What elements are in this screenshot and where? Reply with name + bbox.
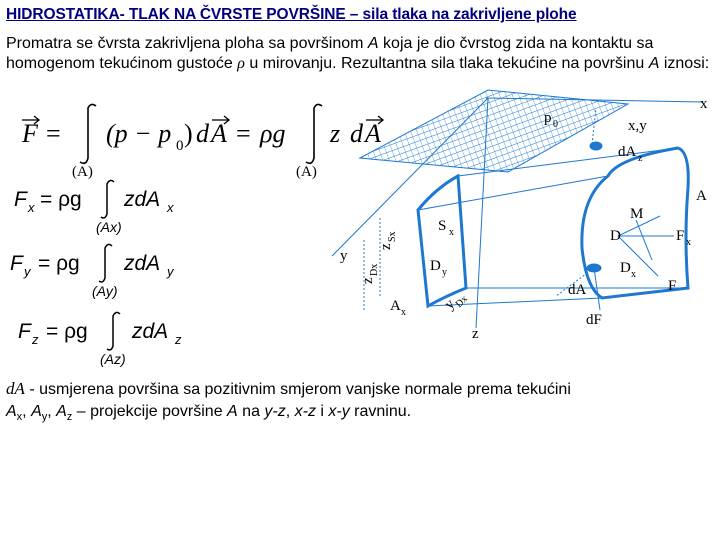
label-da: dA: [568, 282, 587, 298]
notes-ax-sub: x: [16, 410, 23, 423]
page-title: HIDROSTATIKA- TLAK NA ČVRSTE POVRŠINE – sila tlaka na zakrivljene plohe: [6, 6, 577, 23]
label-p0-sub: 0: [553, 119, 558, 130]
notes-az: A: [56, 402, 67, 420]
label-zdx: z: [360, 277, 376, 284]
main-a1: A: [211, 119, 227, 148]
label-sx: S: [438, 218, 447, 234]
fx-formula: [0, 176, 200, 238]
notes-text-2a: – projekcije površine: [72, 402, 228, 420]
intro-rho-symbol: ρ: [237, 54, 245, 72]
label-zsx-sub: Sx: [387, 231, 398, 242]
main-rhog: ρg: [260, 119, 286, 148]
notes-az-sub: z: [66, 410, 73, 423]
notes-text-1: - usmjerena površina sa pozitivnim smjerom vanjske normale prema tekućini: [29, 381, 571, 398]
main-lim1: (A): [72, 164, 93, 180]
label-sx-sub: x: [449, 227, 454, 238]
intro-paragraph: [6, 34, 718, 73]
notes-comma-2: ,: [47, 402, 57, 420]
notes-ax: A: [6, 402, 17, 420]
main-paren: (p − p: [106, 119, 172, 148]
label-dx-sub: x: [631, 269, 636, 280]
label-ax-sub: x: [401, 307, 406, 318]
label-ax: A: [390, 298, 401, 314]
label-ydx: y: [441, 296, 459, 313]
fx-isub: x: [167, 200, 174, 215]
notes-line-2: [6, 401, 706, 429]
notes-xz: x-z: [294, 402, 316, 420]
notes-line-1: [6, 378, 706, 401]
fx-eq: = ρg: [40, 188, 82, 211]
label-zsx: z: [378, 243, 394, 250]
fx-sub: x: [28, 200, 35, 215]
notes-a: A: [227, 402, 238, 420]
label-dy: D: [430, 258, 441, 274]
fx-lim: (Ax): [96, 219, 122, 235]
label-fx-sub: x: [686, 237, 691, 248]
main-a2: A: [365, 119, 381, 148]
label-y: y: [340, 248, 348, 264]
main-eq2: =: [236, 119, 251, 148]
notes-da-symbol: dA: [6, 379, 25, 398]
label-dAz-sub: z: [638, 153, 643, 164]
notes-xy: x-y: [328, 402, 350, 420]
notes-text-2c: ravninu.: [349, 402, 412, 420]
fy-f: F: [10, 252, 23, 275]
fy-integral: [99, 244, 112, 282]
label-dAz: dA: [618, 144, 637, 160]
fz-integral: [107, 312, 120, 350]
main-z: z: [330, 119, 341, 148]
label-ydx-sub: Dx: [453, 293, 470, 310]
intro-text-2: koja je dio čvrstog zida na kontaktu sa homogenom tekućinom gustoće: [6, 35, 654, 72]
label-a: A: [696, 188, 707, 204]
notes-yz: y-z: [264, 402, 286, 420]
fz-isub: z: [175, 332, 182, 347]
main-d2: d: [350, 119, 363, 148]
notes: [6, 378, 706, 428]
intro-text-3: u mirovanju. Rezultantna sila tlaka tekućine na površinu: [244, 54, 649, 72]
projection-ax: [418, 176, 466, 306]
fy-formula: [0, 240, 200, 302]
fx-int: zdA: [124, 188, 161, 211]
fz-sub: z: [32, 332, 39, 347]
notes-comma-1: ,: [22, 402, 32, 420]
notes-sep-2: i: [315, 402, 329, 420]
label-xy: x,y: [628, 118, 647, 134]
label-f: F: [668, 278, 677, 294]
main-close: ): [184, 119, 193, 148]
label-dy-sub: y: [442, 267, 447, 278]
main-integral-1: [80, 104, 96, 163]
fy-lim: (Ay): [92, 283, 118, 299]
main-lhs: F: [22, 119, 38, 148]
notes-text-2b: na: [237, 402, 265, 420]
intro-text-1: Promatra se čvrsta zakrivljena ploha sa površinom: [6, 35, 368, 52]
intro-symbol-a: A: [367, 35, 379, 52]
fz-eq: = ρg: [46, 320, 88, 343]
fx-f: F: [14, 188, 27, 211]
notes-ay-sub: y: [41, 410, 48, 423]
label-p0: p: [544, 110, 552, 126]
intro-symbol-a2: A: [648, 54, 660, 72]
fz-f: F: [18, 320, 31, 343]
fy-isub: y: [167, 264, 174, 279]
fy-int: zdA: [124, 252, 161, 275]
label-zdx-sub: Dx: [369, 263, 380, 276]
fz-int: zdA: [132, 320, 169, 343]
notes-ay: A: [31, 402, 42, 420]
main-p0-sub: 0: [176, 138, 184, 154]
main-eq1: =: [46, 119, 61, 148]
label-df: dF: [586, 312, 602, 328]
main-d1: d: [196, 119, 209, 148]
label-m: M: [630, 206, 644, 222]
label-d: D: [610, 228, 621, 244]
notes-sep-1: ,: [285, 402, 295, 420]
fy-eq: = ρg: [38, 252, 80, 275]
label-fx: F: [676, 228, 685, 244]
intro-text-4: iznosi:: [659, 54, 710, 72]
label-x: x: [700, 96, 708, 112]
y-axis: [332, 98, 488, 256]
label-z: z: [472, 326, 479, 342]
curved-surface-diagram: [318, 88, 718, 350]
fy-sub: y: [24, 264, 31, 279]
fx-integral: [101, 180, 114, 218]
fz-formula: [0, 308, 200, 370]
label-dx: D: [620, 260, 631, 276]
main-lim2: (A): [296, 164, 317, 180]
fz-lim: (Az): [100, 351, 126, 367]
